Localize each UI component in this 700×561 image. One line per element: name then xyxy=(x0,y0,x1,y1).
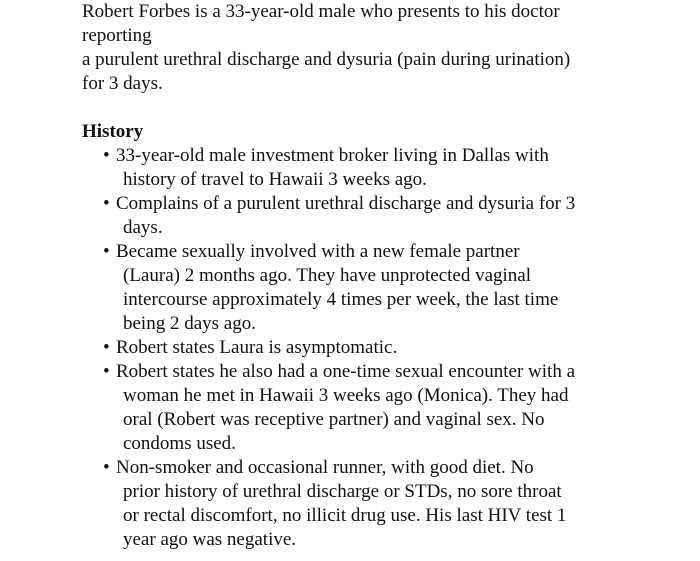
bullet-marker: • xyxy=(103,337,110,358)
bullet-line: (Laura) 2 months ago. They have unprotected vaginal xyxy=(123,265,532,286)
case-document xyxy=(82,0,642,552)
bullet-line: Robert states Laura is asymptomatic. xyxy=(116,337,398,358)
bullet-line: intercourse approximately 4 times per week, the last time xyxy=(123,289,559,310)
bullet-line: Became sexually involved with a new female partner xyxy=(116,241,520,262)
history-bullet-item xyxy=(82,456,642,552)
intro-line: a purulent urethral discharge and dysuria (pain during urination) xyxy=(82,49,571,70)
bullet-line: woman he met in Hawaii 3 weeks ago (Monica). They had xyxy=(123,385,569,406)
history-bullet-item xyxy=(82,360,642,456)
bullet-line: condoms used. xyxy=(123,433,236,454)
bullet-line: oral (Robert was receptive partner) and vaginal sex. No xyxy=(123,409,545,430)
bullet-line: prior history of urethral discharge or STDs, no sore throat xyxy=(123,481,562,502)
bullet-marker: • xyxy=(103,361,110,382)
history-bullet-item xyxy=(82,192,642,240)
bullet-line: Non-smoker and occasional runner, with good diet. No xyxy=(116,457,534,478)
bullet-line: or rectal discomfort, no illicit drug use. His last HIV test 1 xyxy=(123,505,567,526)
history-bullet-item xyxy=(82,240,642,336)
bullet-line: year ago was negative. xyxy=(123,529,297,550)
bullet-marker: • xyxy=(103,241,110,262)
intro-line: Robert Forbes is a 33-year-old male who presents to his doctor xyxy=(82,1,560,22)
bullet-line: 33-year-old male investment broker living in Dallas with xyxy=(116,145,549,166)
bullet-line: Complains of a purulent urethral discharge and dysuria for 3 xyxy=(116,193,576,214)
intro-line: reporting xyxy=(82,25,152,46)
history-bullet-item xyxy=(82,336,642,360)
bullet-marker: • xyxy=(103,145,110,166)
intro-line: for 3 days. xyxy=(82,73,163,94)
history-bullet-list xyxy=(82,144,642,552)
bullet-marker: • xyxy=(103,457,110,478)
bullet-line: Robert states he also had a one-time sexual encounter with a xyxy=(116,361,576,382)
bullet-line: being 2 days ago. xyxy=(123,313,256,334)
bullet-line: history of travel to Hawaii 3 weeks ago. xyxy=(123,169,427,190)
case-intro-paragraph xyxy=(82,0,642,96)
history-bullet-item xyxy=(82,144,642,192)
bullet-marker: • xyxy=(103,193,110,214)
history-heading: History xyxy=(82,121,144,142)
bullet-line: days. xyxy=(123,217,163,238)
